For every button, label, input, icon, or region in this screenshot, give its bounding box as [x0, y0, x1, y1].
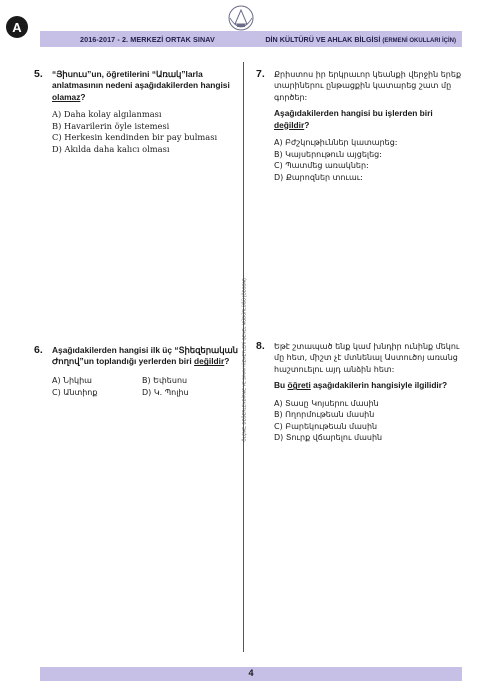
question-intro: Քրիստոս իր երկրաւոր կեանքի վերջին երեք տարիներու ընթացքին կատարեց շատ մը գործեր:	[274, 70, 462, 102]
question-6	[34, 345, 239, 399]
question-stem	[52, 345, 239, 368]
option-list	[274, 398, 466, 444]
stem-end: aşağıdakilerin hangisiyle ilgilidir?	[310, 380, 448, 391]
option-b[interactable]: B) Havarilerin öyle istemesi	[52, 120, 170, 131]
stem-text: “Յիսուս”un, öğretilerini “Առակ”larla anlatmasının nedeni aşağıdakilerden hangisi	[52, 69, 230, 91]
option-grid	[52, 375, 239, 399]
option-list	[274, 137, 466, 183]
stem-text: Aşağıdakilerden hangisi bu işlerden biri	[274, 108, 433, 119]
option-d[interactable]: D) Տուրք վճարելու մասին	[274, 433, 383, 443]
question-number: 8.	[256, 340, 265, 352]
booklet-letter-badge: A	[6, 16, 28, 38]
question-number: 6.	[34, 344, 43, 356]
subject-main: DİN KÜLTÜRÜ VE AHLAK BİLGİSİ	[265, 35, 381, 44]
question-5	[34, 69, 239, 156]
stem-end: ?	[80, 91, 86, 102]
question-7	[256, 69, 466, 183]
exam-title: 2016-2017 - 2. MERKEZİ ORTAK SINAV	[80, 35, 215, 44]
option-c[interactable]: C) Պատմեց առակներ:	[274, 161, 369, 171]
option-c[interactable]: C) Անտիոք	[52, 388, 98, 398]
option-a[interactable]: A) Բժշկութիւններ կատարեց:	[274, 138, 398, 148]
question-stem	[274, 380, 466, 391]
option-c[interactable]: C) Herkesin kendinden bir pay bulması	[52, 132, 218, 143]
option-d[interactable]: D) Կ. Պոլիս	[142, 388, 189, 398]
option-b[interactable]: B) Եփեսոս	[142, 375, 188, 385]
question-number: 5.	[34, 68, 43, 80]
question-stem	[274, 108, 466, 131]
stem-emphasis: olamaz	[52, 91, 81, 102]
option-d[interactable]: D) Akılda daha kalıcı olması	[52, 144, 170, 154]
stem-end: ?	[224, 356, 230, 367]
option-a[interactable]: A) Daha kolay algılanması	[52, 109, 162, 120]
option-b[interactable]: B) Կայսերութուն այցելեց:	[274, 149, 382, 159]
option-d[interactable]: D) Քարոզներ տուաւ:	[274, 172, 363, 182]
stem-end: ?	[304, 119, 310, 130]
stem-text: Bu	[274, 380, 288, 391]
option-list	[52, 109, 239, 155]
vertical-caption: ÖLÇME, DEĞERLENDİRME VE SINAV HİZMETLERİ GENEL MÜDÜRLÜĞÜ (ÖDSGM)	[241, 278, 247, 442]
footer-band	[40, 667, 462, 681]
option-b[interactable]: B) Ողորմութեան մասին	[274, 410, 375, 420]
question-intro: Եթէ շտապած ենք կամ խնդիր ունինք մեկու մը հետ, միշտ չէ մտնենալ Աստուծոյ առանց հաշտուելու այդ անձին հետ:	[274, 342, 460, 374]
header-band	[40, 31, 462, 47]
question-number: 7.	[256, 68, 265, 80]
stem-emphasis: değildir	[274, 119, 305, 130]
page-number: 4	[248, 668, 254, 678]
stem-text: Aşağıdakilerden hangisi ilk üç “Տիեզերական Ժողով”un toplandığı yerlerden biri	[52, 345, 238, 367]
question-8	[256, 341, 466, 444]
question-stem	[52, 69, 239, 103]
option-a[interactable]: A) Նիկիա	[52, 375, 92, 385]
stem-emphasis: öğreti	[287, 380, 311, 391]
subject-sub: (ERMENİ OKULLARI İÇİN)	[382, 38, 456, 44]
option-a[interactable]: A) Տասը Կոյսերու մասին	[274, 398, 379, 408]
subject-title	[265, 35, 456, 44]
option-c[interactable]: C) Բարեկութեան մասին	[274, 421, 378, 431]
stem-emphasis: değildir	[194, 356, 225, 367]
